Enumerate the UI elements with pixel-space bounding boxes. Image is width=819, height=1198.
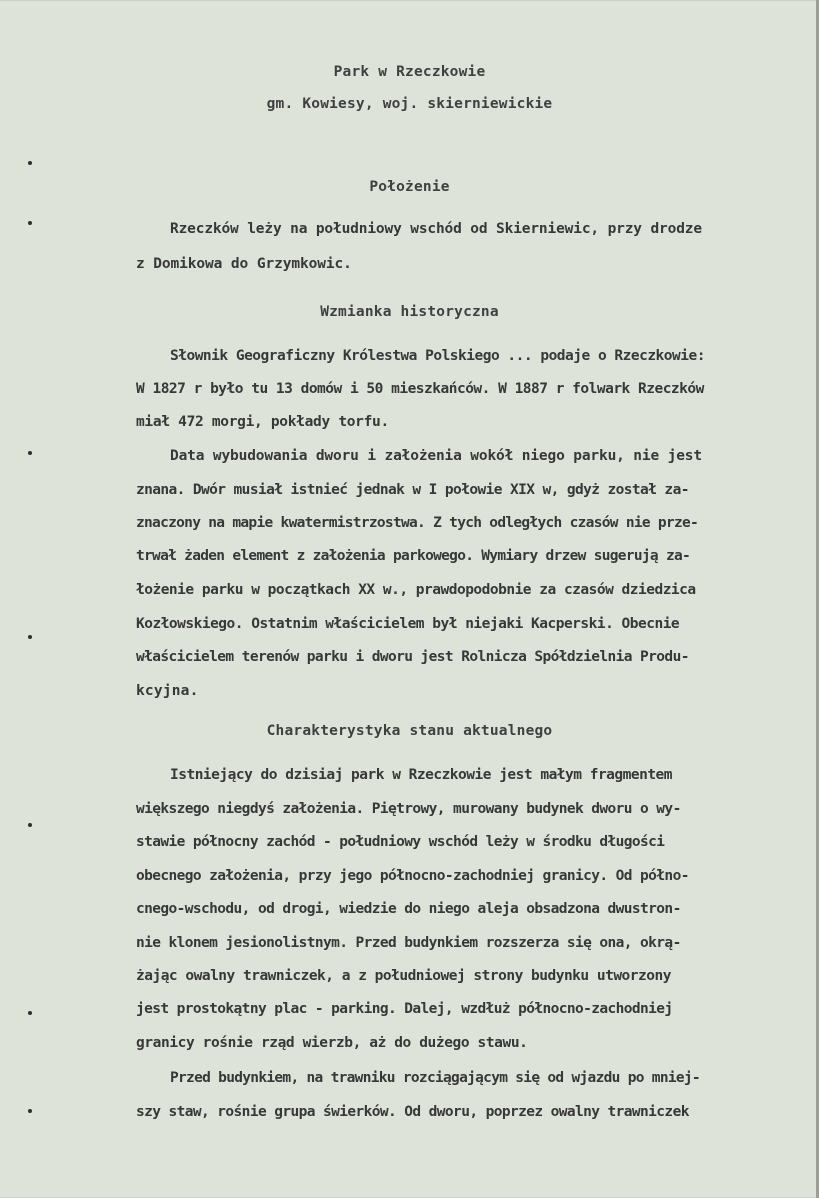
paragraph-line: łożenie parku w początkach XX w., prawdopodobnie za czasów dziedzica <box>136 582 696 598</box>
margin-mark <box>28 1011 32 1015</box>
paragraph-line: znana. Dwór musiał istnieć jednak w I połowie XIX w, gdyż został za- <box>136 482 689 498</box>
margin-mark <box>28 823 32 827</box>
paragraph-line: cnego-wschodu, od drogi, wiedzie do niego aleja obsadzona dwustron- <box>136 901 681 917</box>
document-subtitle: gm. Kowiesy, woj. skierniewickie <box>266 96 553 112</box>
paragraph-line: Data wybudowania dworu i założenia wokół niego parku, nie jest <box>170 448 702 464</box>
paragraph-line: kcyjna. <box>136 683 199 699</box>
paragraph-line: granicy rośnie rząd wierzb, aż do dużego stawu. <box>136 1035 528 1051</box>
paragraph-line: właścicielem terenów parku i dworu jest Rolnicza Spółdzielnia Produ- <box>136 649 689 665</box>
document-title: Park w Rzeczkowie <box>333 64 486 80</box>
paragraph-line: nie klonem jesionolistnym. Przed budynkiem rozszerza się ona, okrą- <box>136 935 681 951</box>
paragraph-line: trwał żaden element z założenia parkowego. Wymiary drzew sugerują za- <box>136 548 691 564</box>
paragraph-line: stawie północny zachód - południowy wschód leży w środku długości <box>136 834 665 850</box>
paragraph-line: Słownik Geograficzny Królestwa Polskiego ... podaje o Rzeczkowie: <box>170 348 705 364</box>
paragraph-line: większego niegdyś założenia. Piętrowy, murowany budynek dworu o wy- <box>136 801 681 817</box>
paragraph-line: szy staw, rośnie grupa świerków. Od dworu, poprzez owalny trawniczek <box>136 1104 689 1120</box>
paragraph-line: Przed budynkiem, na trawniku rozciągającym się od wjazdu po mniej- <box>170 1070 700 1086</box>
paragraph-line: z Domikowa do Grzymkowic. <box>136 256 352 272</box>
paragraph-line: znaczony na mapie kwatermistrzostwa. Z tych odległych czasów nie prze- <box>136 515 699 531</box>
section-heading-history: Wzmianka historyczna <box>320 304 499 320</box>
paragraph-line: miał 472 morgi, pokłady torfu. <box>136 414 389 430</box>
paragraph-line: Kozłowskiego. Ostatnim właścicielem był niejaki Kacperski. Obecnie <box>136 616 680 632</box>
paragraph-line: jest prostokątny plac - parking. Dalej, wzdłuż północno-zachodniej <box>136 1001 673 1017</box>
margin-mark <box>28 1109 32 1113</box>
section-heading-current-state: Charakterystyka stanu aktualnego <box>266 723 553 739</box>
paragraph-line: Rzeczków leży na południowy wschód od Skierniewic, przy drodze <box>170 221 702 237</box>
paragraph-line: żając owalny trawniczek, a z południowej strony budynku utworzony <box>136 968 671 984</box>
paragraph-line: obecnego założenia, przy jego północno-zachodniej granicy. Od półno- <box>136 868 689 884</box>
paragraph-line: Istniejący do dzisiaj park w Rzeczkowie jest małym fragmentem <box>170 767 673 783</box>
margin-mark <box>28 451 32 455</box>
margin-mark <box>28 635 32 639</box>
margin-mark <box>28 161 32 165</box>
paragraph-line: W 1827 r było tu 13 domów i 50 mieszkańców. W 1887 r folwark Rzeczków <box>136 381 704 397</box>
section-heading-location: Położenie <box>369 179 450 195</box>
margin-mark <box>28 221 32 225</box>
